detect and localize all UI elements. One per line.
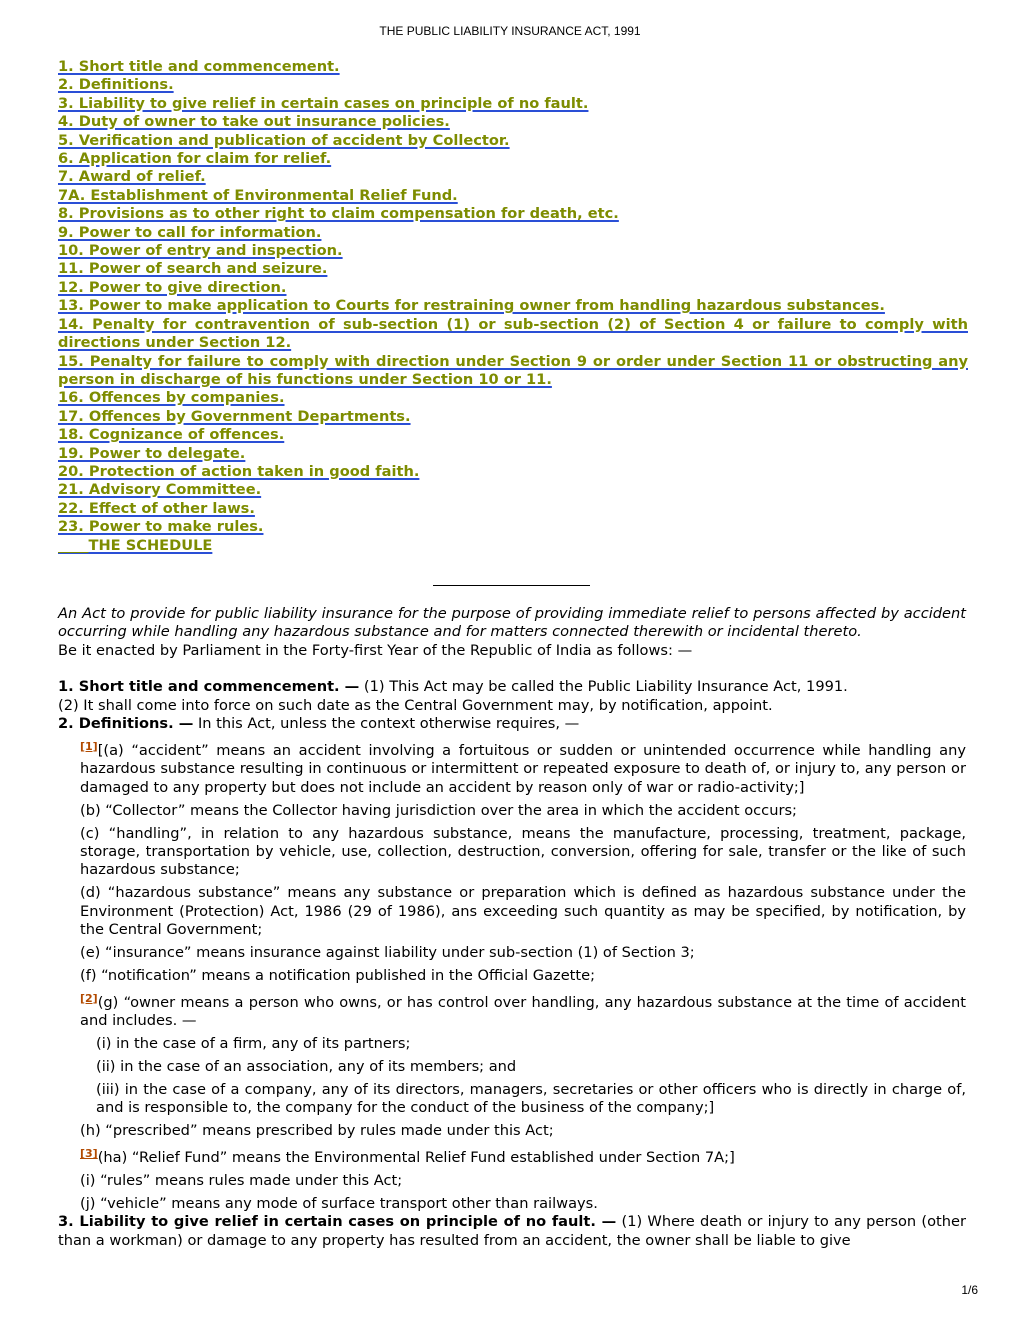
definition-b: (b) “Collector” means the Collector having jurisdiction over the area in which the accident occurs; bbox=[80, 801, 797, 819]
section-3-heading: 3. Liability to give relief in certain cases on principle of no fault. — bbox=[58, 1213, 617, 1231]
definition-g-i: (i) in the case of a firm, any of its partners; bbox=[96, 1035, 411, 1053]
toc-link-15[interactable]: 15. Penalty for failure to comply with direction under Section 9 or order under Section 11 or obstructing any person in discharge of his functions under Section 10 or 11. bbox=[58, 352, 968, 388]
toc-link-14[interactable]: 14. Penalty for contravention of sub-section (1) or sub-section (2) of Section 4 or failure to comply with directions under Section 12. bbox=[58, 315, 968, 352]
toc-link-7[interactable]: 7. Award of relief. bbox=[58, 168, 206, 186]
section-1-text: (1) This Act may be called the Public Liability Insurance Act, 1991. bbox=[359, 678, 848, 696]
toc-link-5[interactable]: 5. Verification and publication of accident by Collector. bbox=[58, 131, 510, 149]
definition-j: (j) “vehicle” means any mode of surface transport other than railways. bbox=[80, 1194, 598, 1212]
toc-link-20[interactable]: 20. Protection of action taken in good faith. bbox=[58, 462, 420, 480]
toc-link-11[interactable]: 11. Power of search and seizure. bbox=[58, 260, 328, 278]
toc-link-12[interactable]: 12. Power to give direction. bbox=[58, 278, 287, 296]
definition-ha-text: (ha) “Relief Fund” means the Environmental Relief Fund established under Section 7A;] bbox=[97, 1149, 735, 1167]
section-2-heading: 2. Definitions. — bbox=[58, 715, 194, 733]
section-3 bbox=[58, 1213, 966, 1250]
toc-link-23[interactable]: 23. Power to make rules. bbox=[58, 518, 264, 536]
section-2 bbox=[58, 715, 966, 733]
definition-g-ii: (ii) in the case of an association, any of its members; and bbox=[96, 1058, 517, 1076]
toc-link-22[interactable]: 22. Effect of other laws. bbox=[58, 499, 255, 517]
definition-a bbox=[80, 738, 966, 797]
footnote-link-2[interactable]: [2] bbox=[80, 991, 98, 1005]
definition-ha bbox=[80, 1145, 966, 1167]
toc-link-3[interactable]: 3. Liability to give relief in certain cases on principle of no fault. bbox=[58, 94, 589, 112]
preamble: An Act to provide for public liability insurance for the purpose of providing immediate relief to persons affected by accident occurring while handling any hazardous substance and for matters connected therewith or incidental thereto. bbox=[58, 605, 966, 641]
toc-link-schedule[interactable] bbox=[58, 537, 968, 555]
table-of-contents bbox=[58, 58, 968, 555]
toc-link-6[interactable]: 6. Application for claim for relief. bbox=[58, 150, 332, 168]
toc-link-19[interactable]: 19. Power to delegate. bbox=[58, 444, 246, 462]
toc-link-13[interactable]: 13. Power to make application to Courts for restraining owner from handling hazardous substances. bbox=[58, 297, 885, 315]
toc-link-17[interactable]: 17. Offences by Government Departments. bbox=[58, 407, 411, 425]
toc-link-9[interactable]: 9. Power to call for information. bbox=[58, 223, 322, 241]
section-2-intro: In this Act, unless the context otherwise requires, — bbox=[193, 715, 580, 733]
separator-rule bbox=[433, 585, 590, 586]
toc-link-1[interactable]: 1. Short title and commencement. bbox=[58, 58, 340, 75]
definition-c: (c) “handling”, in relation to any hazardous substance, means the manufacture, processing, treatment, package, storage, transportation by vehicle, use, collection, destruction, conversion, offering for sale, transfer or the like of such hazardous substance; bbox=[80, 824, 966, 879]
toc-link-21[interactable]: 21. Advisory Committee. bbox=[58, 481, 262, 499]
definition-f: (f) “notification” means a notification published in the Official Gazette; bbox=[80, 966, 596, 984]
running-header: THE PUBLIC LIABILITY INSURANCE ACT, 1991 bbox=[379, 24, 641, 38]
toc-link-schedule-label: THE SCHEDULE bbox=[88, 536, 213, 554]
toc-link-16[interactable]: 16. Offences by companies. bbox=[58, 389, 285, 407]
toc-link-2[interactable]: 2. Definitions. bbox=[58, 76, 174, 94]
toc-link-7a[interactable]: 7A. Establishment of Environmental Relief Fund. bbox=[58, 186, 458, 204]
definition-a-text: [(a) “accident” means an accident involving a fortuitous or sudden or unintended occurrence while handling any hazardous substance resulting in continuous or intermittent or repeated exposure to death of, or injury to, any person or damaged to any property but does not include an accident by reason only of war or radio-activity;] bbox=[80, 741, 966, 796]
page-number: 1/6 bbox=[961, 1283, 978, 1297]
enacting-clause: Be it enacted by Parliament in the Forty-first Year of the Republic of India as follows: — bbox=[58, 641, 693, 659]
act-body bbox=[58, 605, 966, 1250]
toc-link-10[interactable]: 10. Power of entry and inspection. bbox=[58, 242, 343, 260]
definition-g-iii: (iii) in the case of a company, any of its directors, managers, secretaries or other officers who is directly in charge of, and is responsible to, the company for the conduct of the business of the company;] bbox=[96, 1080, 966, 1117]
section-1 bbox=[58, 678, 966, 696]
section-1-sub-2: (2) It shall come into force on such date as the Central Government may, by notification, appoint. bbox=[58, 696, 773, 714]
footnote-link-1[interactable]: [1] bbox=[80, 739, 98, 753]
section-3-text: (1) Where death or injury to any person (other than a workman) or damage to any property has resulted from an accident, the owner shall be liable to give bbox=[58, 1213, 966, 1249]
definition-d: (d) “hazardous substance” means any substance or preparation which is defined as hazardous substance under the Environment (Protection) Act, 1986 (29 of 1986), ans exceeding such quantity as may be specified, by notification, by the Central Government; bbox=[80, 884, 966, 939]
definition-g bbox=[80, 990, 966, 1031]
footnote-link-3[interactable]: [3] bbox=[80, 1147, 98, 1161]
definition-h: (h) “prescribed” means prescribed by rules made under this Act; bbox=[80, 1122, 554, 1140]
definition-g-text: (g) “owner means a person who owns, or has control over handling, any hazardous substance at the time of accident and includes. — bbox=[80, 993, 966, 1030]
toc-link-18[interactable]: 18. Cognizance of offences. bbox=[58, 426, 285, 444]
section-1-heading: 1. Short title and commencement. — bbox=[58, 678, 360, 696]
toc-link-8[interactable]: 8. Provisions as to other right to claim compensation for death, etc. bbox=[58, 205, 619, 223]
definition-e: (e) “insurance” means insurance against liability under sub-section (1) of Section 3; bbox=[80, 944, 695, 961]
toc-link-4[interactable]: 4. Duty of owner to take out insurance policies. bbox=[58, 113, 450, 131]
definition-i: (i) “rules” means rules made under this Act; bbox=[80, 1172, 403, 1190]
